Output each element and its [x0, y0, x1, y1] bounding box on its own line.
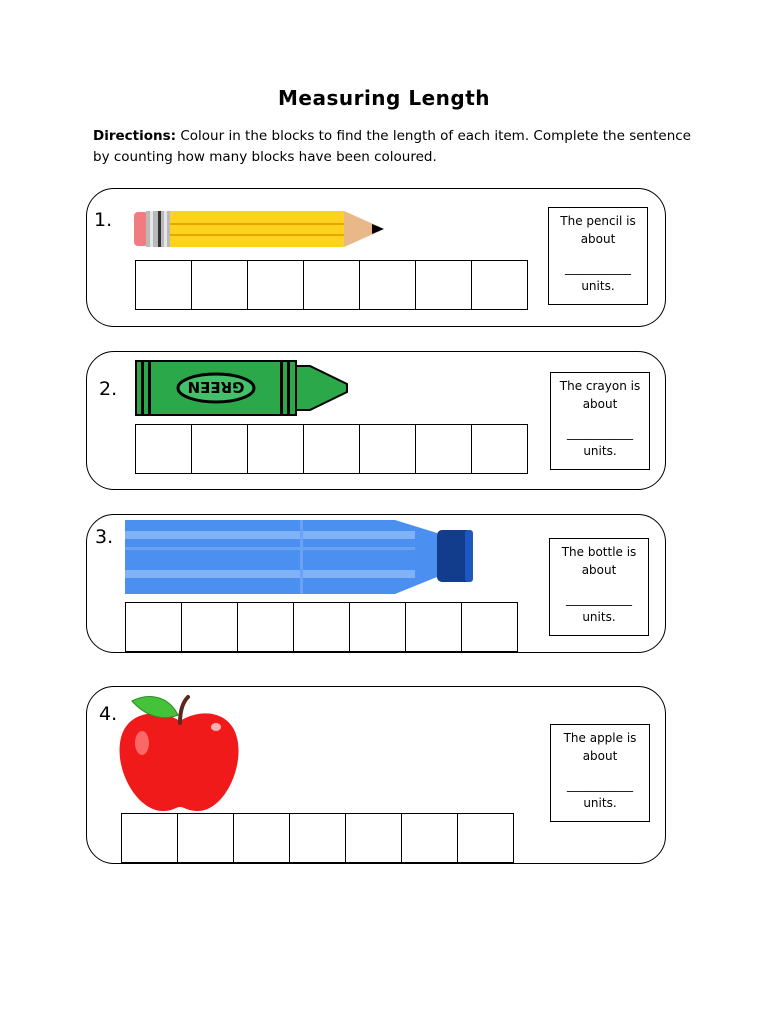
bottle-card: [86, 514, 666, 653]
measure-blocks: [125, 602, 518, 652]
page-title: Measuring Length: [277, 86, 490, 110]
measure-block[interactable]: [359, 260, 416, 310]
answer-blank[interactable]: ___________: [565, 261, 631, 275]
answer-about: about: [582, 749, 618, 763]
measure-block[interactable]: [191, 260, 248, 310]
measure-block[interactable]: [471, 260, 528, 310]
answer-box: [550, 724, 650, 822]
measure-block[interactable]: [401, 813, 458, 863]
answer-about: about: [581, 563, 617, 577]
answer-about: about: [580, 232, 616, 246]
measure-block[interactable]: [135, 260, 192, 310]
answer-box: [550, 372, 650, 470]
measure-block[interactable]: [289, 813, 346, 863]
directions-text: Colour in the blocks to find the length of each item. Complete the sentence by counting how many blocks have been coloured.: [93, 128, 691, 165]
apple-card: [86, 686, 666, 864]
measure-block[interactable]: [177, 813, 234, 863]
answer-sentence: The pencil is: [560, 214, 636, 228]
measure-block[interactable]: [415, 424, 472, 474]
crayon-image: [135, 359, 349, 417]
answer-sentence: The apple is: [563, 731, 637, 745]
item-number: 2.: [99, 378, 118, 400]
measure-block[interactable]: [181, 602, 238, 652]
measure-block[interactable]: [237, 602, 294, 652]
measure-block[interactable]: [415, 260, 472, 310]
answer-blank[interactable]: ___________: [567, 426, 633, 440]
answer-sentence: The crayon is: [559, 379, 641, 393]
pencil-image: [134, 209, 386, 251]
crayon-label: GREEN: [187, 378, 245, 396]
pencil-card: [86, 188, 666, 327]
measure-block[interactable]: [405, 602, 462, 652]
measure-blocks: [135, 424, 528, 474]
measure-block[interactable]: [345, 813, 402, 863]
answer-units: units.: [583, 796, 617, 810]
answer-box: [548, 207, 648, 305]
apple-image: [118, 693, 242, 815]
item-number: 3.: [95, 526, 114, 548]
directions-label: Directions:: [93, 128, 177, 144]
measure-block[interactable]: [359, 424, 416, 474]
answer-about: about: [582, 397, 618, 411]
measure-block[interactable]: [247, 260, 304, 310]
answer-blank[interactable]: ___________: [567, 778, 633, 792]
answer-units: units.: [583, 444, 617, 458]
measure-block[interactable]: [233, 813, 290, 863]
crayon-card: [86, 351, 666, 490]
measure-blocks: [135, 260, 528, 310]
measure-block[interactable]: [121, 813, 178, 863]
item-number: 4.: [99, 703, 118, 725]
measure-block[interactable]: [135, 424, 192, 474]
measure-block[interactable]: [349, 602, 406, 652]
item-number: 1.: [94, 209, 113, 231]
answer-blank[interactable]: ___________: [566, 592, 632, 606]
measure-block[interactable]: [293, 602, 350, 652]
measure-block[interactable]: [457, 813, 514, 863]
measure-block[interactable]: [461, 602, 518, 652]
bottle-image: [125, 517, 483, 597]
measure-block[interactable]: [471, 424, 528, 474]
measure-block[interactable]: [125, 602, 182, 652]
directions: [93, 126, 693, 168]
measure-block[interactable]: [191, 424, 248, 474]
answer-units: units.: [582, 610, 616, 624]
measure-blocks: [121, 813, 514, 863]
answer-sentence: The bottle is: [561, 545, 637, 559]
measure-block[interactable]: [247, 424, 304, 474]
answer-box: [549, 538, 649, 636]
answer-units: units.: [581, 279, 615, 293]
measure-block[interactable]: [303, 260, 360, 310]
measure-block[interactable]: [303, 424, 360, 474]
